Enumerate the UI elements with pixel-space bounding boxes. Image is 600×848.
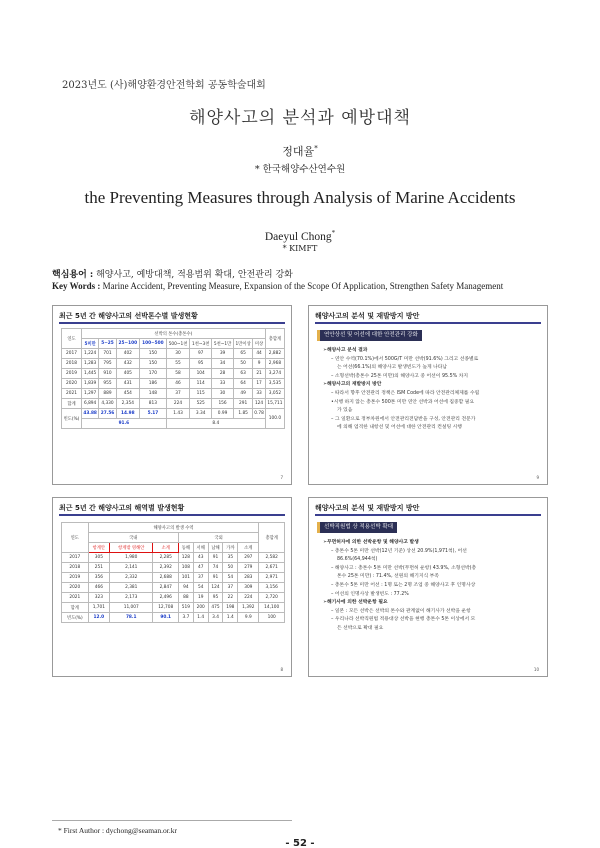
table-row: [62, 369, 285, 379]
bullet-line: – 연안 수역(70.1%)에서 500G/T 미만 선박(91.6%) 그리고 선종별로: [331, 356, 479, 362]
table-cell: 33: [253, 389, 266, 399]
freq-cell: 0.78: [253, 409, 266, 419]
table-cell: 37: [223, 583, 238, 593]
slide-area-table: [52, 497, 292, 677]
table-row: [62, 593, 285, 603]
slide-tonnage-table: [52, 305, 292, 485]
table-cell: 55: [166, 359, 189, 369]
freq-large-sum: 8.4: [166, 419, 265, 429]
col-head: 미상: [253, 339, 266, 349]
col-head: 남해: [208, 543, 223, 553]
table-cell: 432: [116, 359, 139, 369]
sum-cell: 15,711: [265, 399, 284, 409]
sum-cell: 11,007: [110, 603, 153, 613]
freq-cell: 1.85: [234, 409, 253, 419]
tonnage-table: [61, 328, 285, 429]
section-band: 선박직원법 상 적용선박 확대: [317, 522, 397, 533]
table-cell: 91: [208, 573, 223, 583]
header-total: 총합계: [259, 523, 285, 553]
col-head: 500~1천: [166, 339, 189, 349]
slide-page-number: 7: [280, 475, 283, 480]
table-cell: 431: [116, 379, 139, 389]
table-cell: 95: [190, 359, 212, 369]
freq-cell: 14.98: [116, 409, 139, 419]
table-cell: 95: [208, 593, 223, 603]
keywords-english: Key Words : Marine Accident, Preventing Measure, Expansion of the Scope Of Application, Strengthen Safety Management: [52, 281, 504, 291]
sum-cell: 12,708: [153, 603, 179, 613]
table-cell: 9: [253, 359, 266, 369]
sum-cell: 1,701: [88, 603, 109, 613]
table-cell: 91: [208, 553, 223, 563]
col-head: 가까: [223, 543, 238, 553]
table-row: [62, 553, 285, 563]
bullet-line: – 그 일환으로 정부차원에서 안전관리전담반을 구성, 안전관리 전문가: [331, 416, 476, 422]
slide-title-rule: [59, 514, 285, 516]
freq-cell: 3.4: [208, 613, 223, 623]
col-head: 동해: [178, 543, 193, 553]
table-cell: 2,971: [259, 573, 285, 583]
table-cell: 2,582: [259, 553, 285, 563]
table-cell: 50: [223, 563, 238, 573]
freq-cell: 빈도(%): [62, 613, 89, 623]
table-cell: 43: [193, 553, 208, 563]
table-cell: 2019: [62, 369, 82, 379]
col-head: 5천~1만: [212, 339, 234, 349]
bullet-list: [323, 539, 539, 634]
table-cell: 186: [139, 379, 166, 389]
table-cell: 63: [234, 369, 253, 379]
freq-cell: 90.1: [153, 613, 179, 623]
section-band: 연안상선 및 어선에 대한 안전관리 강화: [317, 330, 422, 341]
bullet-line: – 총톤수 5톤 미만 선박(12년 기준) 상선 20.9%(1,971척), 어선: [331, 548, 467, 554]
freq-cell: 5.17: [139, 409, 166, 419]
bullet-line: ➢무면허자에 의한 선박운항 및 해양사고 발생: [323, 540, 419, 545]
table-cell: 2021: [62, 389, 82, 399]
table-row: [62, 379, 285, 389]
table-cell: 64: [234, 379, 253, 389]
table-cell: 795: [99, 359, 116, 369]
slide-title-rule: [59, 322, 285, 324]
table-cell: 2,141: [110, 563, 153, 573]
table-cell: 35: [223, 553, 238, 563]
table-cell: 33: [212, 379, 234, 389]
sum-cell: 1,392: [238, 603, 259, 613]
bullet-line: 는 어선(66.1%)의 해양사고 발생빈도가 높게 나타남: [337, 365, 448, 371]
affiliation-english: * KIMFT: [282, 244, 318, 253]
sum-cell: 14,100: [259, 603, 285, 613]
header-year: 연도: [62, 523, 89, 553]
conference-header: 2023년도 (사)해양환경안전학회 공동학술대회: [62, 80, 266, 91]
bullet-line: 든 선박으로 확대 필요: [337, 625, 384, 631]
sum-cell: 2,354: [116, 399, 139, 409]
table-cell: 3,274: [265, 369, 284, 379]
table-row: [62, 563, 285, 573]
bullet-line: ➢해양사고 분석 결과: [323, 348, 368, 353]
table-cell: 46: [166, 379, 189, 389]
freq-cell: 1.4: [193, 613, 208, 623]
header-total: 총합계: [265, 329, 284, 349]
bullet-line: 가 있음: [337, 408, 353, 414]
bullet-line: – 어선의 인명사상 발생빈도 : 77.2%: [331, 591, 409, 597]
sum-cell: 291: [234, 399, 253, 409]
table-cell: 2,332: [110, 573, 153, 583]
table-cell: 3,535: [265, 379, 284, 389]
sum-cell: 525: [190, 399, 212, 409]
col-head: 1만이상: [234, 339, 253, 349]
table-cell: 65: [234, 349, 253, 359]
bullet-line: 에 의해 엄격한 내항선 및 어선에 대한 안전관리 컨설팅 시행: [337, 425, 462, 431]
table-cell: 454: [116, 389, 139, 399]
bullet-line: – 소형선박(총톤수 25톤 미만)의 해양사고 중 어선이 95.5% 차지: [331, 373, 468, 379]
slide-title: 최근 5년 간 해양사고의 선박톤수별 발생현황: [59, 312, 198, 320]
table-cell: 309: [238, 583, 259, 593]
table-cell: 50: [234, 359, 253, 369]
table-cell: 2,381: [110, 583, 153, 593]
sum-cell: 6,894: [81, 399, 98, 409]
table-cell: 19: [193, 593, 208, 603]
slide-title: 해양사고의 분석 및 재발방지 방안: [315, 312, 420, 320]
table-cell: 2,285: [153, 553, 179, 563]
bullet-line: •시행 하지 않는 총톤수 500톤 미만 연안 선박과 어선에 집중할 필요: [331, 399, 475, 405]
footnote-rule: [52, 820, 292, 821]
col-head: 5미만: [81, 339, 98, 349]
table-cell: 108: [178, 563, 193, 573]
col-head: 서해: [193, 543, 208, 553]
table-cell: 101: [178, 573, 193, 583]
bullet-line: – 해양사고 : 총톤수 5톤 미만 선박(무면허 운항) 43.9%, 소형선박(총: [331, 565, 477, 571]
affiliation-korean: * 한국해양수산연수원: [254, 164, 346, 175]
table-cell: 37: [193, 573, 208, 583]
bullet-list: [323, 347, 539, 433]
sum-cell: 200: [193, 603, 208, 613]
paper-title-korean: 해양사고의 분석과 예방대책: [189, 108, 411, 128]
slide-page-number: 9: [536, 475, 539, 480]
slide-title-rule: [315, 514, 541, 516]
table-cell: 1,980: [110, 553, 153, 563]
table-cell: 28: [212, 369, 234, 379]
freq-cell: 12.0: [88, 613, 109, 623]
table-cell: 37: [166, 389, 189, 399]
table-cell: 124: [208, 583, 223, 593]
table-cell: 2,720: [259, 593, 285, 603]
sum-cell: 합계: [62, 399, 82, 409]
sum-cell: 124: [253, 399, 266, 409]
table-cell: 2018: [62, 359, 82, 369]
table-cell: 3,156: [259, 583, 285, 593]
table-cell: 150: [139, 359, 166, 369]
table-cell: 2020: [62, 379, 82, 389]
slide-title: 해양사고의 분석 및 재발방지 방안: [315, 504, 420, 512]
keywords-korean: 핵심용어 : 해양사고, 예방대책, 적용범위 확대, 안전관리 강화: [52, 270, 293, 280]
freq-cell: 78.1: [110, 613, 153, 623]
sum-cell: 813: [139, 399, 166, 409]
table-cell: 22: [223, 593, 238, 603]
table-cell: 115: [190, 389, 212, 399]
slide-analysis-1: [308, 305, 548, 485]
area-table: [61, 522, 285, 623]
table-cell: 97: [190, 349, 212, 359]
table-cell: 224: [238, 593, 259, 603]
table-cell: 1,283: [81, 359, 98, 369]
bullet-line: ➢해기사에 의한 선박운항 필요: [323, 600, 388, 606]
freq-cell: 100.0: [265, 409, 284, 429]
table-cell: 2,496: [153, 593, 179, 603]
bullet-line: 톤수 25톤 미만) : 71.4%, 선원의 해기지식 부족: [337, 574, 439, 580]
table-cell: 2,671: [259, 563, 285, 573]
bullet-line: 86.6%(64,944척): [337, 557, 378, 563]
table-cell: 30: [166, 349, 189, 359]
table-cell: 49: [234, 389, 253, 399]
footnote: * First Author : dychong@seaman.or.kr: [58, 826, 177, 835]
header-foreign: 국외: [178, 533, 258, 543]
table-cell: 47: [193, 563, 208, 573]
slide-analysis-2: [308, 497, 548, 677]
freq-label: 빈도(%): [62, 409, 82, 429]
table-cell: 2020: [62, 583, 89, 593]
table-cell: 2,392: [153, 563, 179, 573]
table-cell: 148: [139, 389, 166, 399]
table-cell: 2019: [62, 573, 89, 583]
header-year: 연도: [62, 329, 82, 349]
table-cell: 466: [88, 583, 109, 593]
freq-cell: 0.99: [212, 409, 234, 419]
col-head: 100~500: [139, 339, 166, 349]
table-cell: 1,224: [81, 349, 98, 359]
header-group: 선박의 톤수(총톤수): [81, 329, 265, 339]
author-english: Daeyul Chong*: [264, 229, 336, 243]
table-cell: 405: [116, 369, 139, 379]
table-cell: 297: [238, 553, 259, 563]
col-head: 소계: [153, 543, 179, 553]
bullet-line: – 따라서 향후 안전관리 정책은 ISM Code에 따라 안전관리체제를 수립: [331, 390, 480, 396]
table-row: [62, 389, 285, 399]
col-head: 항계안: [88, 543, 109, 553]
table-cell: 889: [99, 389, 116, 399]
table-cell: 283: [238, 573, 259, 583]
col-head: 25~100: [116, 339, 139, 349]
freq-cell: 3.7: [178, 613, 193, 623]
table-cell: 1,297: [81, 389, 98, 399]
freq-cell: 1.4: [223, 613, 238, 623]
col-head: 소계: [238, 543, 259, 553]
sum-cell: 합계: [62, 603, 89, 613]
freq-cell: 100: [259, 613, 285, 623]
table-cell: 2,847: [153, 583, 179, 593]
table-cell: 54: [193, 583, 208, 593]
table-cell: 1,839: [81, 379, 98, 389]
table-cell: 2018: [62, 563, 89, 573]
col-head: 항계밖 영해안: [110, 543, 153, 553]
table-cell: 39: [212, 349, 234, 359]
author-korean: 정대율*: [282, 144, 318, 158]
table-cell: 1,445: [81, 369, 98, 379]
table-cell: 701: [99, 349, 116, 359]
table-cell: 402: [116, 349, 139, 359]
table-cell: 2,688: [153, 573, 179, 583]
sum-cell: 198: [223, 603, 238, 613]
table-cell: 34: [212, 359, 234, 369]
table-cell: 30: [212, 389, 234, 399]
table-cell: 150: [139, 349, 166, 359]
header-group: 해양사고의 발생 수역: [88, 523, 259, 533]
table-cell: 104: [190, 369, 212, 379]
table-cell: 2017: [62, 553, 89, 563]
table-cell: 170: [139, 369, 166, 379]
table-cell: 2,882: [265, 349, 284, 359]
col-head: 5~25: [99, 339, 116, 349]
freq-cell: 9.9: [238, 613, 259, 623]
col-head: 1천~3천: [190, 339, 212, 349]
table-cell: 94: [178, 583, 193, 593]
table-cell: 910: [99, 369, 116, 379]
header-domestic: 국내: [88, 533, 178, 543]
slide-page-number: 8: [280, 667, 283, 672]
table-cell: 3,052: [265, 389, 284, 399]
slide-page-number: 10: [533, 667, 539, 672]
table-cell: 2017: [62, 349, 82, 359]
table-cell: 58: [166, 369, 189, 379]
freq-cell: 27.56: [99, 409, 116, 419]
table-cell: 305: [88, 553, 109, 563]
freq-cell: 43.88: [81, 409, 98, 419]
table-cell: 74: [208, 563, 223, 573]
table-cell: 44: [253, 349, 266, 359]
table-cell: 279: [238, 563, 259, 573]
sum-cell: 4,330: [99, 399, 116, 409]
table-cell: 21: [253, 369, 266, 379]
page-number: - 52 -: [285, 838, 315, 848]
table-cell: 54: [223, 573, 238, 583]
table-cell: 356: [88, 573, 109, 583]
freq-small-sum: 91.6: [81, 419, 166, 429]
table-cell: 323: [88, 593, 109, 603]
table-cell: 88: [178, 593, 193, 603]
bullet-line: – 일본 : 모든 선박은 선박의 톤수와 관계없이 해기사가 선박을 운항: [331, 608, 471, 614]
sum-cell: 224: [166, 399, 189, 409]
table-row: [62, 573, 285, 583]
table-cell: 2021: [62, 593, 89, 603]
table-cell: 955: [99, 379, 116, 389]
freq-cell: 3.34: [190, 409, 212, 419]
sum-cell: 475: [208, 603, 223, 613]
table-row: [62, 359, 285, 369]
table-cell: 2,968: [265, 359, 284, 369]
paper-title-english: the Preventing Measures through Analysis of Marine Accidents: [84, 188, 516, 207]
sum-cell: 519: [178, 603, 193, 613]
table-row: [62, 349, 285, 359]
bullet-line: – 총톤수 5톤 미만 어선 : 1명 또는 2명 조업 중 해양사고 후 인명사상: [331, 582, 476, 588]
table-cell: 128: [178, 553, 193, 563]
table-row: [62, 583, 285, 593]
slide-title-rule: [315, 322, 541, 324]
table-cell: 17: [253, 379, 266, 389]
bullet-line: ➢해양사고의 재발방지 방안: [323, 382, 382, 388]
bullet-line: – 우리나라 선박직원법 적용대상 선박을 현행 총톤수 5톤 이상에서 모: [331, 617, 476, 623]
sum-cell: 156: [212, 399, 234, 409]
table-cell: 114: [190, 379, 212, 389]
slide-title: 최근 5년 간 해양사고의 해역별 발생현황: [59, 504, 185, 512]
table-cell: 251: [88, 563, 109, 573]
table-cell: 2,173: [110, 593, 153, 603]
freq-cell: 1.43: [166, 409, 189, 419]
